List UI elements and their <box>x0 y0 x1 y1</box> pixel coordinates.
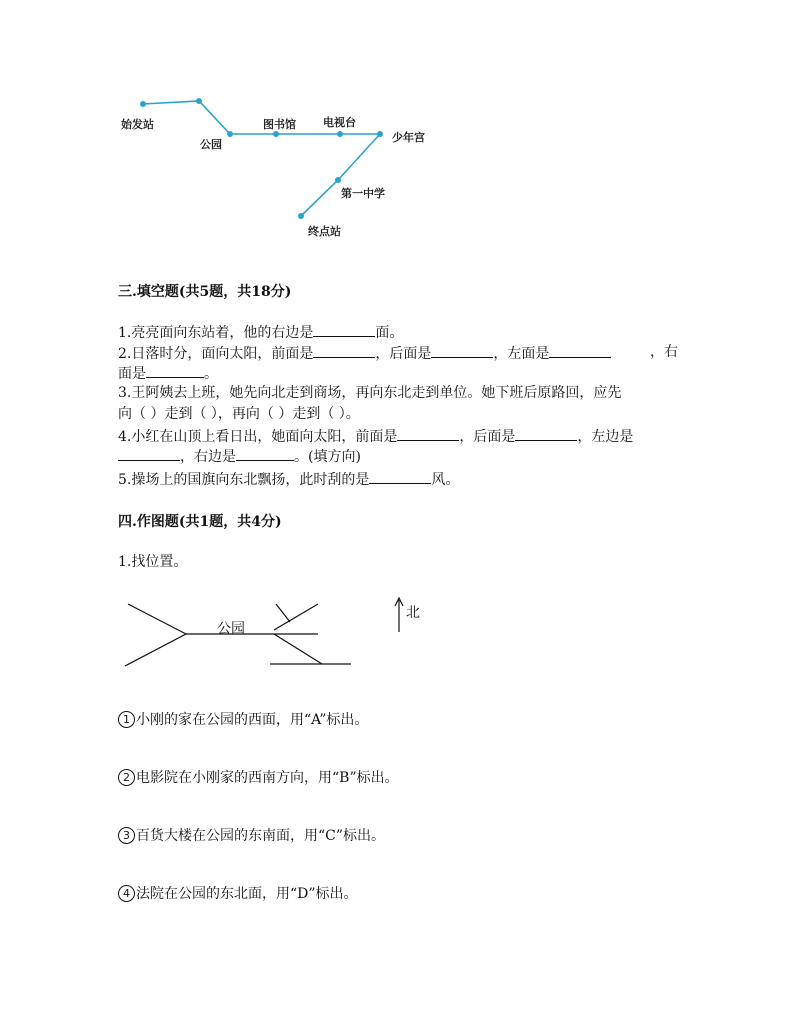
route-map <box>0 0 794 260</box>
route-stop-turn-dot <box>196 98 202 104</box>
route-label-tv-station: 电视台 <box>323 116 356 129</box>
drawing-item-2 <box>118 769 399 787</box>
circled-number: 1 <box>118 711 135 728</box>
q2-text-e: 面是 <box>118 366 146 382</box>
q4-text-a: 4.小红在山顶上看日出，她面向太阳，前面是 <box>118 429 398 445</box>
section3-title: 三.填空题(共5题，共18分) <box>118 284 292 300</box>
drawing-item-text: 法院在公园的东北面，用“D”标出。 <box>136 886 358 902</box>
q5-text-a: 5.操场上的国旗向东北飘扬，此时刮的是 <box>118 472 370 488</box>
question-3-2-cont <box>118 363 218 383</box>
question-3-4-cont <box>118 446 361 466</box>
circled-number: 2 <box>118 769 135 786</box>
road-ne-short <box>276 604 290 622</box>
answer-blank[interactable] <box>397 426 459 441</box>
q2-text-b: ，后面是 <box>375 346 432 362</box>
section4-question-title: 1.找位置。 <box>118 554 188 570</box>
position-map-park-label: 公园 <box>217 621 245 637</box>
q3-line1: 3.王阿姨去上班，她先向北走到商场，再向东北走到单位。她下班后原路回，应先 <box>118 385 622 401</box>
road-nw <box>128 604 186 634</box>
route-line-branch <box>301 134 380 216</box>
answer-blank[interactable] <box>431 343 493 358</box>
answer-blank[interactable] <box>313 343 375 358</box>
route-label-start: 始发站 <box>121 118 154 131</box>
question-3-3-cont <box>118 405 360 423</box>
drawing-item-text: 电影院在小刚家的西南方向，用“B”标出。 <box>136 770 399 786</box>
answer-blank[interactable] <box>549 343 611 358</box>
north-label: 北 <box>406 605 420 621</box>
answer-blank[interactable] <box>236 446 294 461</box>
question-3-1 <box>118 322 403 342</box>
q5-text-b: 风。 <box>431 472 460 488</box>
position-map-lines <box>0 590 794 680</box>
drawing-item-1 <box>118 711 368 729</box>
road-ne <box>274 604 318 630</box>
road-sw <box>125 634 186 666</box>
route-stop-youth-palace-dot <box>377 131 383 137</box>
drawing-item-text: 百货大楼在公园的东南面，用“C”标出。 <box>136 828 386 844</box>
route-stop-park-dot <box>227 131 233 137</box>
q2-text-d: ，右 <box>650 344 678 360</box>
question-3-4 <box>118 426 633 446</box>
q2-text-c: ，左面是 <box>493 346 550 362</box>
route-stop-terminal-dot <box>298 213 304 219</box>
question-3-5 <box>118 469 459 489</box>
route-label-library: 图书馆 <box>263 118 296 131</box>
drawing-item-4 <box>118 885 358 903</box>
circled-number: 4 <box>118 885 135 902</box>
route-stop-tv-dot <box>337 131 343 137</box>
drawing-item-3 <box>118 827 385 845</box>
route-label-terminal: 终点站 <box>308 225 341 238</box>
answer-blank[interactable] <box>515 426 577 441</box>
q2-text-a: 2.日落时分，面向太阳，前面是 <box>118 346 314 362</box>
answer-blank[interactable] <box>313 322 375 337</box>
road-se <box>274 634 322 664</box>
route-stop-start-dot <box>140 101 146 107</box>
q4-text-b: ，后面是 <box>459 429 516 445</box>
q3-line2: 向（ ）走到（ ），再向（ ）走到（ ）。 <box>118 406 360 422</box>
q1-text-b: 面。 <box>375 325 404 341</box>
q4-text-c: ，左边是 <box>577 429 634 445</box>
question-3-3 <box>118 384 621 402</box>
drawing-item-text: 小刚的家在公园的西面，用“A”标出。 <box>136 712 369 728</box>
answer-blank[interactable] <box>369 469 431 484</box>
q2-text-f: 。 <box>204 366 218 382</box>
answer-blank[interactable] <box>118 446 180 461</box>
q4-text-d: ，右边是 <box>180 449 236 465</box>
route-stop-school-dot <box>335 177 341 183</box>
section4-title: 四.作图题(共1题，共4分) <box>118 514 282 530</box>
route-label-park: 公园 <box>200 138 222 151</box>
q4-text-e: 。(填方向) <box>294 449 361 465</box>
circled-number: 3 <box>118 827 135 844</box>
q1-text-a: 1.亮亮面向东站着，他的右边是 <box>118 325 314 341</box>
question-3-2 <box>118 343 678 363</box>
route-label-school: 第一中学 <box>341 187 385 200</box>
route-label-youth-palace: 少年宫 <box>392 131 425 144</box>
position-map <box>0 590 794 680</box>
answer-blank[interactable] <box>146 363 204 378</box>
